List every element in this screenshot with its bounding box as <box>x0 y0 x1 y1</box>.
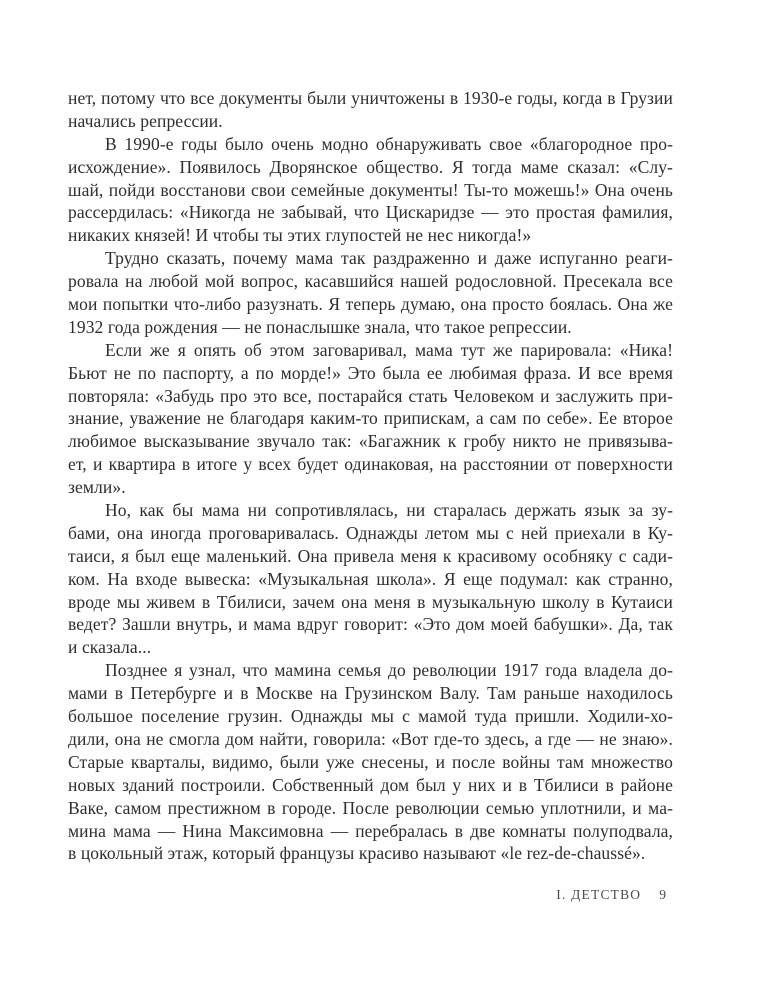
text-line: мои попытки что-либо разузнать. Я теперь думаю, она просто боялась. Она же <box>68 294 673 315</box>
paragraph <box>68 247 673 339</box>
text-line: ведет? Зашли внутрь, и мама вдруг говорит: «Это дом моей бабушки». Да, так <box>68 614 673 635</box>
body-text <box>68 87 673 865</box>
text-line: Бьют не по паспорту, а по морде!» Это была ее любимая фраза. И все время <box>68 362 673 383</box>
paragraph <box>68 133 673 247</box>
text-line: новых зданий построили. Собственный дом был у них и в Тбилиси в районе <box>68 774 673 795</box>
text-line: Ваке, самом престижном в городе. После революции семью уплотнили, и ма- <box>68 797 673 818</box>
text-line: мами в Петербурге и в Москве на Грузинском Валу. Там раньше находилось <box>68 683 673 704</box>
text-line: повторяла: «Забудь про это все, постарайся стать Человеком и заслужить при- <box>68 385 673 406</box>
text-line: большое поселение грузин. Однажды мы с мамой туда пришли. Ходили-хо- <box>68 706 673 727</box>
text-line: исхождение». Появилось Дворянское общество. Я тогда маме сказал: «Слу- <box>68 156 673 177</box>
chapter-title: I. ДЕТСТВО <box>556 887 642 902</box>
text-line: вроде мы живем в Тбилиси, зачем она меня в музыкальную школу в Кутаиси <box>68 591 673 612</box>
text-line: Старые кварталы, видимо, были уже снесены, и после войны там множество <box>68 751 673 772</box>
text-line: знание, уважение не благодаря каким-то припискам, а сам по себе». Ее второе <box>68 408 673 429</box>
text-line: ровала на любой мой вопрос, касавшийся нашей родословной. Пресекала все <box>68 271 673 292</box>
text-line: рассердилась: «Никогда не забывай, что Цискаридзе — это простая фамилия, <box>68 202 673 223</box>
text-line: шай, пойди восстанови свои семейные документы! Ты-то можешь!» Она очень <box>68 179 673 200</box>
text-line: бами, она иногда проговаривалась. Однажды летом мы с ней приехали в Ку- <box>68 522 673 543</box>
text-line: начались репрессии. <box>68 110 223 131</box>
text-line: таиси, я был еще маленький. Она привела меня к красивому особняку с сади- <box>68 545 673 566</box>
running-footer <box>68 886 666 904</box>
text-line: ет, и квартира в итоге у всех будет одинаковая, на расстоянии от поверхности <box>68 454 673 475</box>
paragraph <box>68 659 673 865</box>
text-line: Позднее я узнал, что мамина семья до революции 1917 года владела до- <box>105 660 673 681</box>
text-line: Но, как бы мама ни сопротивлялась, ни старалась держать язык за зу- <box>105 500 673 521</box>
text-line: любимое высказывание звучало так: «Багажник к гробу никто не привязыва- <box>68 431 673 452</box>
paragraph <box>68 499 673 659</box>
text-line: Если же я опять об этом заговаривал, мама тут же парировала: «Ника! <box>105 339 673 360</box>
text-line: никаких князей! И чтобы ты этих глупостей не нес никогда!» <box>68 225 532 246</box>
text-line: земли». <box>68 477 126 498</box>
paragraph <box>68 339 673 499</box>
paragraph <box>68 87 673 133</box>
text-line: Трудно сказать, почему мама так раздраженно и даже испуганно реаги- <box>105 248 673 269</box>
page-number: 9 <box>659 887 666 902</box>
text-line: нет, потому что все документы были уничтожены в 1930-е годы, когда в Грузии <box>68 88 673 108</box>
text-line: в цокольный этаж, который французы красиво называют «le rez-de-chaussé». <box>68 843 646 864</box>
text-line: В 1990-е годы было очень модно обнаруживать свое «благородное про- <box>105 133 673 154</box>
text-line: и сказала... <box>68 637 152 658</box>
text-line: дили, она не смогла дом найти, говорила: «Вот где-то здесь, а где — не знаю». <box>68 728 673 749</box>
text-line: мина мама — Нина Максимовна — перебралась в две комнаты полуподвала, <box>68 820 673 841</box>
text-line: 1932 года рождения — не понаслышке знала, что такое репрессии. <box>68 316 572 337</box>
text-line: ком. На входе вывеска: «Музыкальная школа». Я еще подумал: как странно, <box>68 568 673 589</box>
